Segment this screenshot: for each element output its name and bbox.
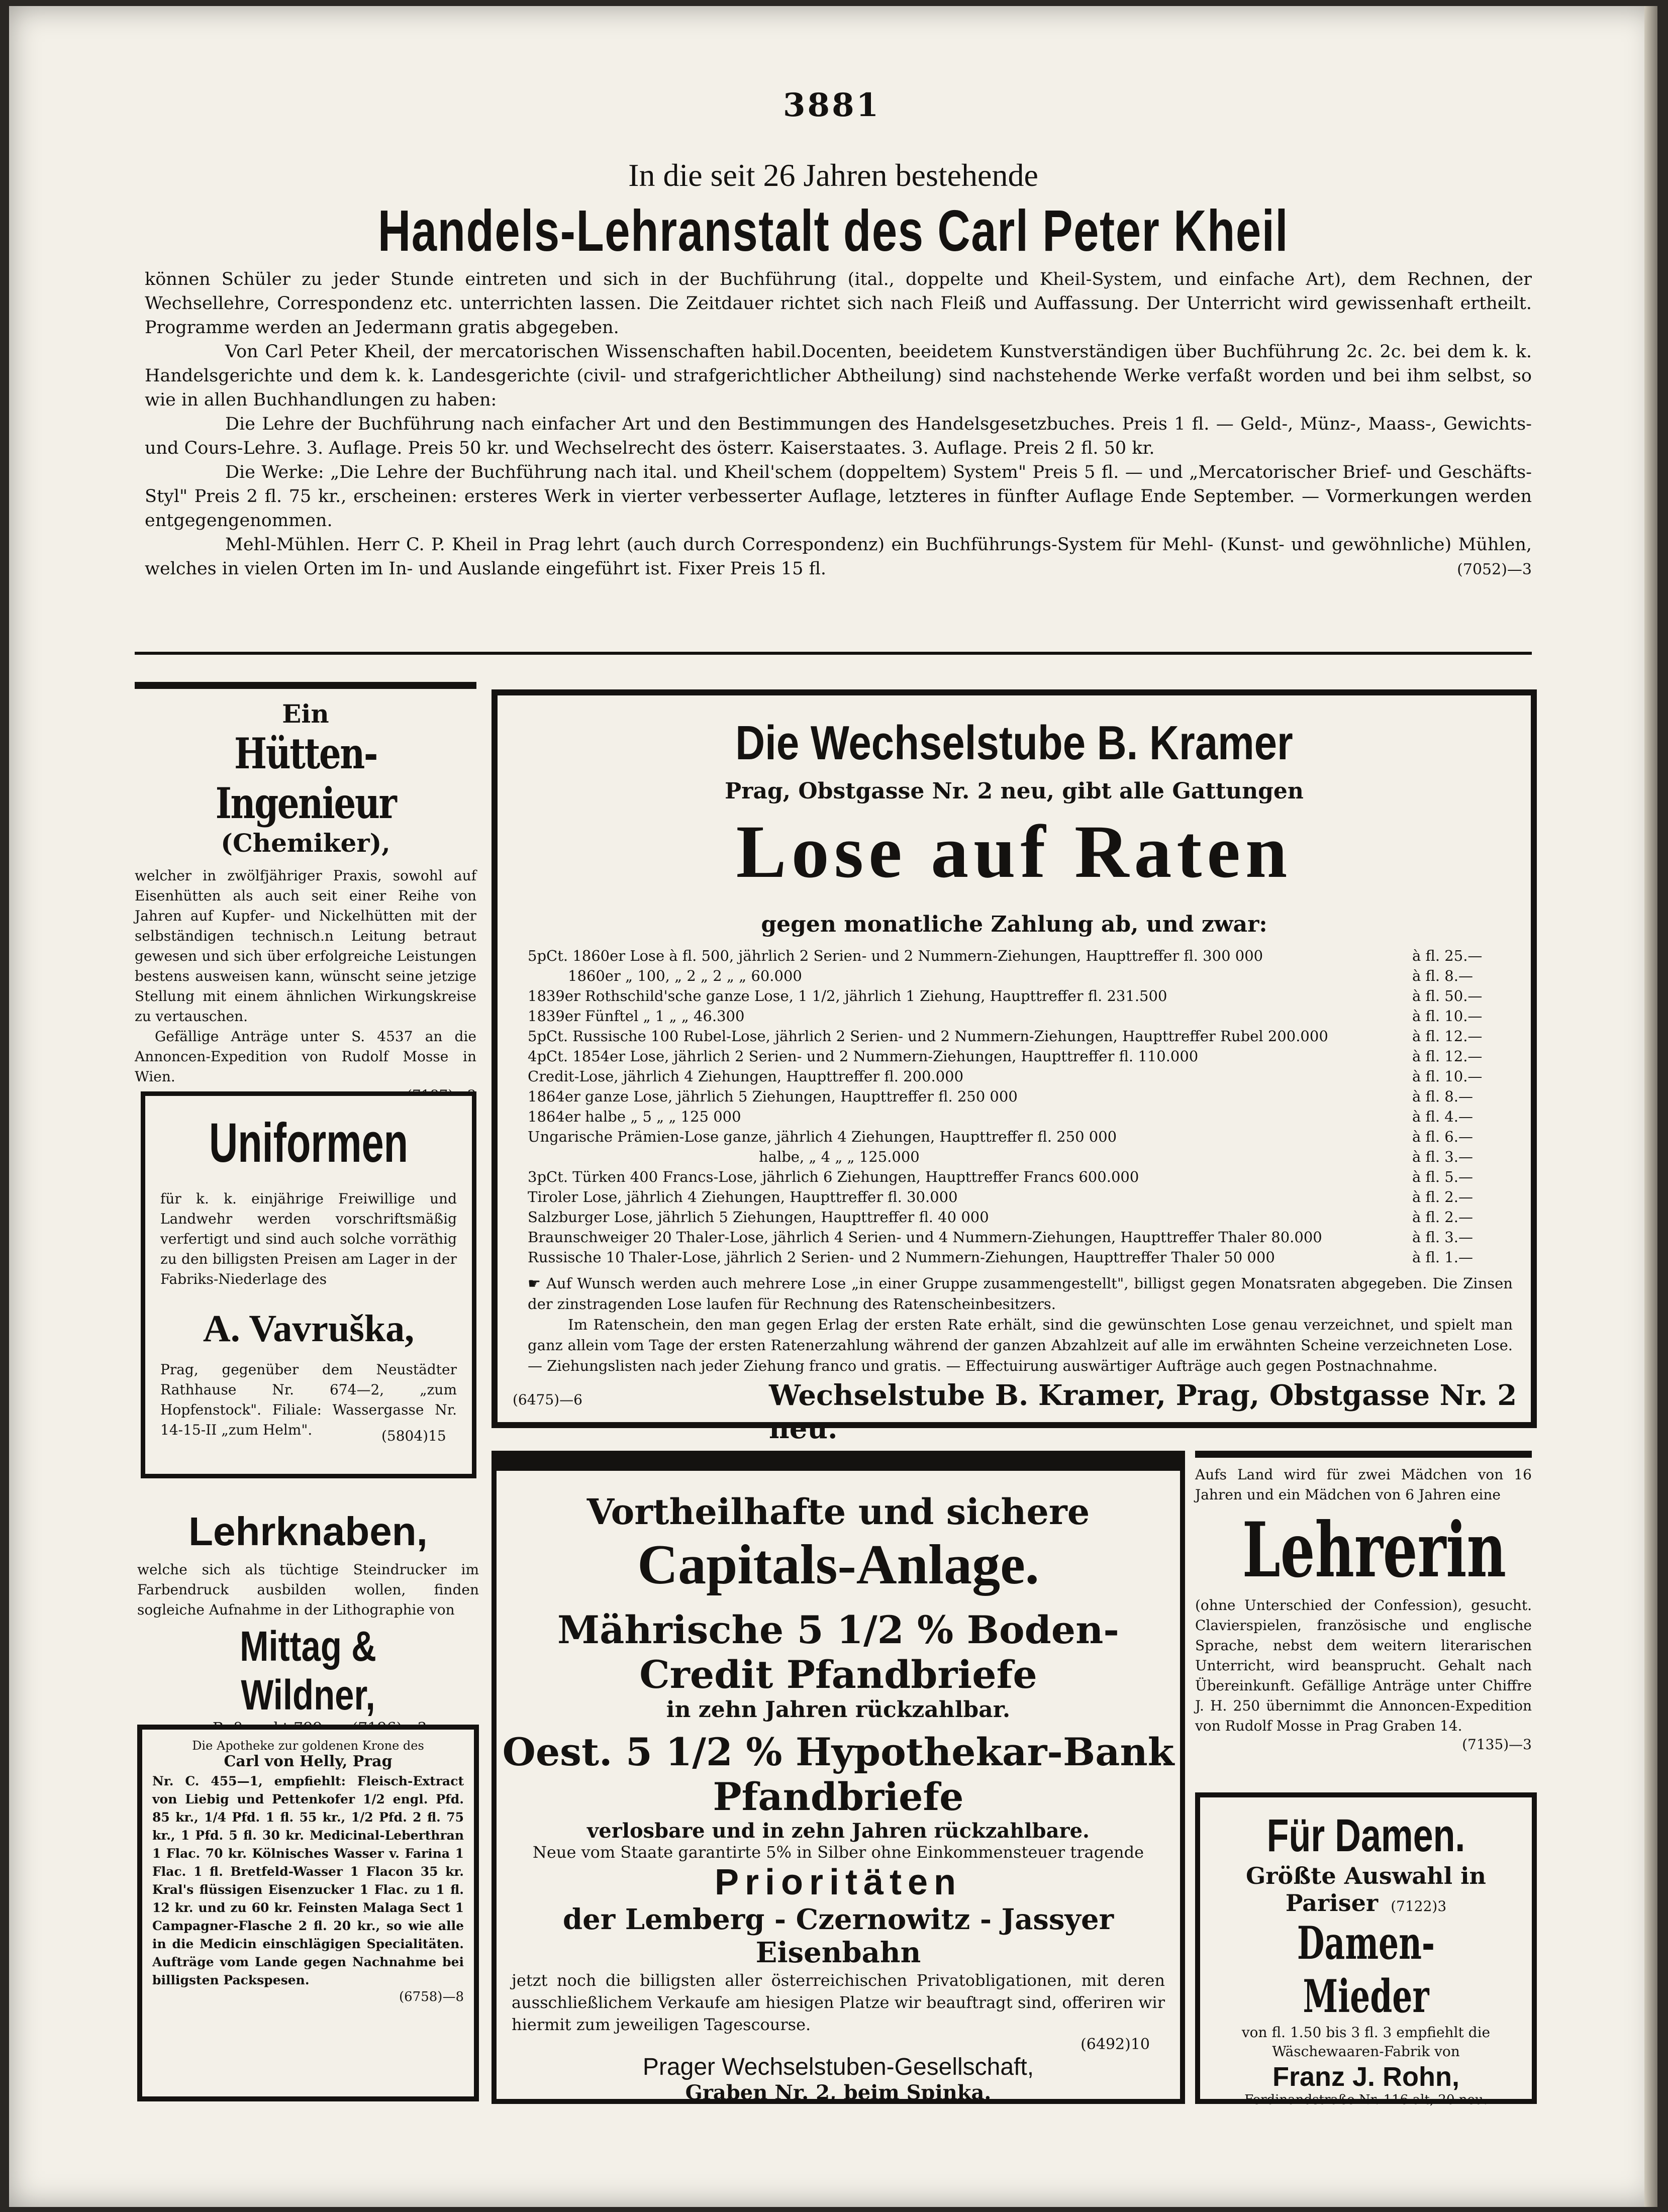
rate-amount: à fl. 12.—: [1412, 1028, 1483, 1045]
rate-text: 3pCt. Türken 400 Francs-Lose, jährlich 6 Ziehungen, Haupttreffer Francs 600.000: [528, 1168, 1139, 1185]
kramer-rate-row: [528, 1207, 1513, 1227]
page-binding-edge: [1644, 6, 1657, 2207]
rate-text: Russische 10 Thaler-Lose, jährlich 2 Serien- und 2 Nummern-Ziehungen, Haupttreffer Thaler 50 000: [528, 1249, 1275, 1266]
rate-amount: à fl. 10.—: [1412, 1008, 1483, 1025]
ingenieur-ad: [135, 682, 476, 1103]
capitals-line: Oest. 5 1/2 % Hypothekar-Bank Pfandbriefe: [502, 1730, 1174, 1819]
rate-amount: à fl. 8.—: [1412, 1088, 1473, 1105]
kramer-ad: [492, 689, 1537, 1445]
kramer-rate-row: [528, 1086, 1513, 1107]
kheil-paragraph: Von Carl Peter Kheil, der mercatorischen Wissenschaften habil.Docenten, beeidetem Kunstverständigen über Buchführung 2c. 2c. bei dem k. k. Handelsgerichte und dem k. k. Landesgerichte (civil- und strafgerichtlicher Abtheilung) sind nachstehende Werke verfaßt worden und bei ihm selbst, so wie in allen Buchhandlungen zu haben:: [145, 342, 1532, 410]
ingenieur-body: welcher in zwölfjähriger Praxis, sowohl auf Eisenhütten als auch seit einer Reihe von Jahren auf Kupfer- und Nickelhütten mit der selbständigen technisch.n Leitung betraut gewesen und sich über erfolgreiche Leistungen bestens ausweisen kann, wünscht seine jetzige Stellung mit einem ähnlichen Wirkungskreise zu vertauschen.: [135, 867, 476, 1025]
rate-text: 1860er „ 100, „ 2 „ 2 „ „ 60.000: [568, 967, 802, 984]
uniformen-name: A. Vavruška,: [203, 1308, 415, 1350]
rate-amount: à fl. 50.—: [1412, 987, 1483, 1004]
kramer-footer: Wechselstube B. Kramer, Prag, Obstgasse Nr. 2 neu.: [769, 1379, 1517, 1445]
rate-text: 5pCt. Russische 100 Rubel-Lose, jährlich 2 Serien- und 2 Nummern-Ziehungen, Haupttreffer Rubel 200.000: [528, 1028, 1328, 1045]
page-number: 3881: [783, 86, 881, 124]
rate-amount: à fl. 8.—: [1412, 967, 1473, 984]
kramer-rate-row: [528, 1167, 1513, 1187]
capitals-body: jetzt noch die billigsten aller österreichischen Privatobligationen, mit deren ausschließlichem Verkaufe am hiesigen Platze wir beauftragt sind, offeriren wir hiermit zum jeweiligen Tagescourse.: [512, 1971, 1165, 2034]
rate-text: 1839er Fünftel „ 1 „ „ 46.300: [528, 1008, 745, 1025]
apotheke-intro: Die Apotheke zur goldenen Krone des: [192, 1739, 424, 1753]
kramer-rate-row: [528, 1247, 1513, 1267]
kheil-ad-header: [135, 157, 1532, 264]
ingenieur-title: Hütten-Ingenieur: [215, 729, 396, 828]
kramer-rate-row: [528, 1026, 1513, 1046]
uniformen-address: Prag, gegenüber dem Neustädter Rathhause Nr. 674—2, „zum Hopfenstock". Filiale: Wassergasse Nr. 14-15-II „zum Helm".: [160, 1361, 457, 1438]
kramer-rate-row: [528, 1046, 1513, 1066]
capitals-ad: [492, 1451, 1185, 2104]
capitals-line: Mährische 5 1/2 % Boden-Credit Pfandbriefe: [557, 1607, 1119, 1697]
newspaper-page: [9, 6, 1657, 2207]
rate-text: Salzburger Lose, jährlich 5 Ziehungen, Haupttreffer fl. 40 000: [528, 1209, 989, 1226]
rate-amount: à fl. 3.—: [1412, 1148, 1473, 1165]
rate-text: Braunschweiger 20 Thaler-Lose, jährlich 4 Serien- und 4 Nummern-Ziehungen, Haupttreffer Thaler 80.000: [528, 1229, 1322, 1246]
damen-mieder: Damen-Mieder: [1297, 1917, 1435, 2023]
ingenieur-contact: Gefällige Anträge unter S. 4537 an die Annoncen-Expedition von Rudolf Mosse in Wien.: [135, 1028, 476, 1085]
kheil-kicker: In die seit 26 Jahren bestehende: [628, 157, 1038, 193]
rate-amount: à fl. 2.—: [1412, 1188, 1473, 1205]
damen-ad: [1195, 1792, 1537, 2107]
rate-amount: à fl. 4.—: [1412, 1108, 1473, 1125]
kramer-note: ☛ Auf Wunsch werden auch mehrere Lose „in einer Gruppe zusammengestellt", billigst gegen Monatsraten abgegeben. Die Zinsen der zinstragenden Lose laufen für Rechnung des Ratenscheinbesitzers.: [528, 1275, 1513, 1313]
rate-amount: à fl. 3.—: [1412, 1229, 1473, 1246]
kramer-rate-row: [528, 986, 1513, 1006]
lehrerin-code: (7135)—3: [1462, 1736, 1532, 1753]
capitals-prioritaeten: Prioritäten: [714, 1862, 962, 1902]
rate-text: Ungarische Prämien-Lose ganze, jährlich 4 Ziehungen, Haupttreffer fl. 250 000: [528, 1128, 1117, 1145]
rate-amount: à fl. 12.—: [1412, 1048, 1483, 1065]
kheil-paragraph: Mehl-Mühlen. Herr C. P. Kheil in Prag lehrt (auch durch Correspondenz) ein Buchführungs-System für Mehl- (Kunst- und gewöhnliche) Mühlen, welches in vielen Orten im In- und Auslande eingeführt ist. Fixer Preis 15 fl.: [145, 535, 1532, 579]
rate-amount: à fl. 6.—: [1412, 1128, 1473, 1145]
rate-text: 1864er halbe „ 5 „ „ 125 000: [528, 1108, 741, 1125]
rate-amount: à fl. 5.—: [1412, 1168, 1473, 1185]
damen-address: Ferdinandstraße Nr. 116 alt, 20 neu.: [1244, 2092, 1488, 2107]
kramer-rate-row: [528, 1187, 1513, 1207]
apotheke-code: (6758)—8: [399, 1989, 464, 2004]
capitals-line: Vortheilhafte und sichere: [586, 1491, 1090, 1533]
kramer-rate-row: [528, 1227, 1513, 1247]
kramer-rate-row: [528, 1066, 1513, 1086]
capitals-line: der Lemberg - Czernowitz - Jassyer Eisenbahn: [562, 1903, 1114, 1969]
kramer-rate-row: [528, 1107, 1513, 1127]
rate-amount: à fl. 25.—: [1412, 947, 1483, 964]
kheil-paragraph: Die Lehre der Buchführung nach einfacher Art und den Bestimmungen des Handelsgesetzbuches. Preis 1 fl. — Geld-, Münz-, Maass-, Gewichts- und Cours-Lehre. 3. Auflage. Preis 50 kr. und Wechselrecht des österr. Kaiserstaates. 3. Auflage. Preis 2 fl. 50 kr.: [145, 414, 1532, 458]
uniformen-body: für k. k. einjährige Freiwillige und Landwehr werden vorschriftsmäßig verfertigt und sind auch solche vorräthig zu den billigsten Preisen am Lager in der Fabriks-Niederlage des: [160, 1190, 457, 1287]
kramer-rate-row: [528, 1147, 1513, 1167]
damen-title: Für Damen.: [1266, 1810, 1465, 1861]
apotheke-ad: [137, 1725, 479, 2101]
damen-body: von fl. 1.50 bis 3 fl. 3 empfiehlt die Wäschewaaren-Fabrik von: [1241, 2024, 1491, 2060]
kheil-ad-body: [145, 267, 1532, 578]
rate-text: 4pCt. 1854er Lose, jährlich 2 Serien- und 2 Nummern-Ziehungen, Haupttreffer fl. 110.000: [528, 1048, 1199, 1065]
capitals-firm: Prager Wechselstuben-Gesellschaft,: [642, 2054, 1034, 2080]
capitals-code: (6492)10: [1081, 2036, 1150, 2053]
kramer-terms: gegen monatliche Zahlung ab, und zwar:: [761, 912, 1267, 937]
kramer-subtitle: Prag, Obstgasse Nr. 2 neu, gibt alle Gattungen: [725, 778, 1304, 804]
capitals-headline: Capitals-Anlage.: [637, 1534, 1039, 1596]
ingenieur-ein: Ein: [282, 699, 329, 729]
lehrknaben-body: welche sich als tüchtige Steindrucker im Farbendruck ausbilden wollen, finden sogleiche Aufnahme in der Lithographie von: [137, 1561, 479, 1618]
apotheke-owner: Carl von Helly, Prag: [224, 1753, 393, 1770]
kramer-rate-row: [528, 1127, 1513, 1147]
rate-text: Credit-Lose, jährlich 4 Ziehungen, Haupttreffer fl. 200.000: [528, 1068, 964, 1085]
kramer-title: Die Wechselstube B. Kramer: [735, 716, 1293, 770]
kheil-code: (7052)—3: [1457, 561, 1532, 578]
kramer-note: Im Ratenschein, den man gegen Erlag der ersten Rate erhält, sind die gewünschten Lose genau verzeichnet, und spielt man ganz allein vom Tage der ersten Ratenerzahlung während der ganzen Abzahlzeit auf alle im erwähnten Scheine verzeichneten Lose. — Ziehungslisten nach jeder Ziehung franco und gratis. — Effectuirung auswärtiger Aufträge auch gegen Postnachnahme.: [528, 1316, 1513, 1374]
capitals-address: Graben Nr. 2, beim Spinka.: [685, 2081, 992, 2104]
rate-amount: à fl. 2.—: [1412, 1209, 1473, 1226]
damen-code: (7122)3: [1391, 1898, 1447, 1915]
kramer-rate-row: [528, 1006, 1513, 1026]
damen-firm: Franz J. Rohn,: [1272, 2062, 1459, 2092]
kramer-rate-row: [528, 966, 1513, 986]
rate-text: 1864er ganze Lose, jährlich 5 Ziehungen, Haupttreffer fl. 250 000: [528, 1088, 1018, 1105]
kramer-rate-row: [528, 946, 1513, 966]
kramer-notes: [528, 1273, 1513, 1376]
rate-text: 1839er Rothschild'sche ganze Lose, 1 1/2, jährlich 1 Ziehung, Haupttreffer fl. 231.500: [528, 987, 1167, 1004]
capitals-line: in zehn Jahren rückzahlbar.: [666, 1697, 1011, 1723]
kramer-lose-auf-raten: Lose auf Raten: [736, 810, 1293, 893]
damen-line1: Größte Auswahl in: [1246, 1862, 1486, 1889]
lehrknaben-firm: Mittag & Wildner,: [240, 1623, 376, 1719]
kramer-rate-table: [528, 946, 1513, 1267]
capitals-line: Neue vom Staate garantirte 5% in Silber ohne Einkommensteuer tragende: [532, 1843, 1144, 1862]
damen-line2: Pariser: [1285, 1889, 1379, 1917]
ingenieur-subtitle: (Chemiker),: [221, 828, 390, 858]
rate-text: Tiroler Lose, jährlich 4 Ziehungen, Haupttreffer fl. 30.000: [528, 1188, 958, 1205]
kramer-code: (6475)—6: [513, 1391, 582, 1408]
capitals-line: verlosbare und in zehn Jahren rückzahlbare.: [587, 1819, 1090, 1843]
lehrerin-body: (ohne Unterschied der Confession), gesucht. Clavierspielen, französische und englische Sprache, nebst dem weitern literarischen Unterricht, wird beansprucht. Gehalt nach Übereinkunft. Gefällige Anträge unter Chiffre J. H. 250 übernimmt die Annoncen-Expedition von Rudolf Mosse in Prag Graben 14.: [1195, 1597, 1532, 1734]
lehrerin-title: Lehrerin: [1242, 1506, 1507, 1594]
apotheke-body: Nr. C. 455—1, empfiehlt: Fleisch-Extract von Liebig und Pettenkofer 1/2 engl. Pfd. 85 kr., 1/4 Pfd. 1 fl. 55 kr., 1/2 Pfd. 2 fl. 75 kr., 1 Pfd. 5 fl. 30 kr. Medicinal-Leberthran 1 Flac. 70 kr. Kölnisches Wasser v. Farina 1 Flac. 1 fl. Bretfeld-Wasser 1 Flacon 35 kr. Kral's flüssigen Eisenzucker 1 Flac. zu 1 fl. 12 kr. und zu 60 kr. Feinsten Malaga Sect 1 Campagner-Flasche 2 fl. 20 kr., so wie alle in die Medicin einschlägigen Specialitäten. Aufträge vom Lande gegen Nachnahme bei billigsten Packspesen.: [152, 1774, 464, 1987]
rate-text: 5pCt. 1860er Lose à fl. 500, jährlich 2 Serien- und 2 Nummern-Ziehungen, Haupttreffer fl. 300 000: [528, 947, 1263, 964]
kheil-paragraph: können Schüler zu jeder Stunde eintreten und sich in der Buchführung (ital., doppelte und Kheil-System, und einfache Art), dem Rechnen, der Wechsellehre, Correspondenz etc. unterrichten lassen. Die Zeitdauer richtet sich nach Fleiß und Auffassung. Der Unterricht wird gewissenhaft ertheilt. Programme werden an Jedermann gratis abgegeben.: [145, 269, 1532, 338]
kheil-headline: Handels-Lehranstalt des Carl Peter Kheil: [377, 198, 1289, 263]
header-rule: [135, 652, 1532, 655]
lehrknaben-ad: [137, 1509, 479, 1737]
kheil-paragraph: Die Werke: „Die Lehre der Buchführung nach ital. und Kheil'schem (doppeltem) System" Preis 5 fl. — und „Mercatorischer Brief- und Geschäfts-Styl" Preis 2 fl. 75 kr., erscheinen: ersteres Werk in vierter verbesserter Auflage, letzteres in fünfter Auflage Ende September. — Vormerkungen werden entgegengenommen.: [145, 462, 1532, 531]
uniformen-code: (5804)15: [381, 1428, 446, 1444]
rate-text: halbe, „ 4 „ „ 125.000: [759, 1148, 920, 1165]
lehrerin-ad: [1195, 1451, 1532, 1753]
lehrknaben-title: Lehrknaben,: [188, 1509, 428, 1554]
uniformen-title: Uniformen: [209, 1112, 408, 1174]
rate-amount: à fl. 10.—: [1412, 1068, 1483, 1085]
rate-amount: à fl. 1.—: [1412, 1249, 1473, 1266]
uniformen-ad: [141, 1091, 476, 1478]
lehrerin-intro: Aufs Land wird für zwei Mädchen von 16 Jahren und ein Mädchen von 6 Jahren eine: [1195, 1466, 1532, 1503]
